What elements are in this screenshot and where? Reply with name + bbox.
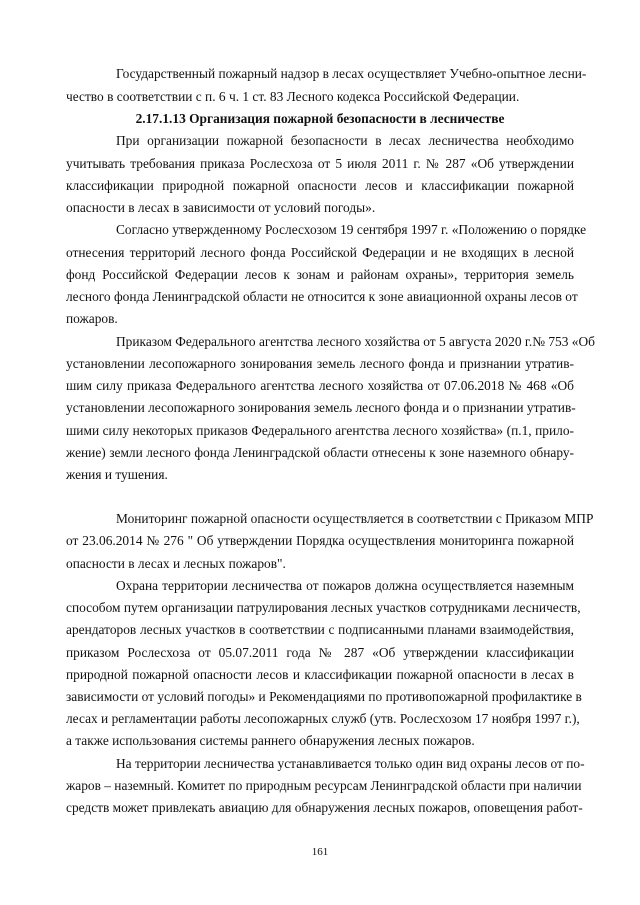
section-heading: 2.17.1.13 Организация пожарной безопасности в лесничестве: [135, 111, 505, 126]
text-line: жаров – наземный. Комитет по природным ресурсам Ленинградской области при наличии: [66, 778, 582, 793]
text-line: средств может привлекать авиацию для обнаружения лесных пожаров, оповещения работ-: [66, 800, 583, 815]
text-line: установлении лесопожарного зонирования земель лесного фонда и о признании утратив-: [66, 400, 576, 415]
page-number: 161: [311, 846, 329, 858]
text-line: от 23.06.2014 № 276 " Об утверждении Порядка осуществления мониторинга пожарной: [66, 533, 574, 548]
text-line: способом путем организации патрулирования лесных участков сотрудниками лесничеств,: [66, 600, 581, 615]
text-line: природной пожарной опасности лесов и классификации пожарной опасности в лесах в: [66, 667, 574, 682]
text-line: отнесения территорий лесного фонда Российской Федерации и не входящих в лесной: [66, 245, 574, 260]
text-line: приказом Рослесхоза от 05.07.2011 года № 287 «Об утверждении классификации: [66, 645, 574, 660]
paragraph-line: Государственный пожарный надзор в лесах осуществляет Учебно-опытное лесни-: [116, 66, 587, 81]
text-line: Мониторинг пожарной опасности осуществляется в соответствии с Приказом МПР: [116, 511, 594, 526]
text-line: классификации природной пожарной опасности лесов и классификации пожарной: [66, 178, 574, 193]
text-line: зависимости от условий погоды» и Рекомендациями по противопожарной профилактике в: [66, 689, 582, 704]
text-line: установлении лесопожарного зонирования земель лесного фонда и признании утратив-: [66, 356, 574, 371]
text-line: чество в соответствии с п. 6 ч. 1 ст. 83 Лесного кодекса Российской Федерации.: [66, 89, 520, 104]
text-line: Согласно утвержденному Рослесхозом 19 сентября 1997 г. «Положению о порядке: [116, 222, 587, 237]
text-line: При организации пожарной безопасности в лесах лесничества необходимо: [116, 133, 574, 148]
text-line: На территории лесничества устанавливается только один вид охраны лесов от по-: [116, 756, 585, 771]
text-line: пожаров.: [66, 311, 118, 326]
text-line: Приказом Федерального агентства лесного хозяйства от 5 августа 2020 г.№ 753 «Об: [116, 334, 595, 349]
text-line: опасности в лесах в зависимости от условий погоды».: [66, 200, 376, 215]
text-line: Охрана территории лесничества от пожаров должна осуществляется наземным: [116, 578, 574, 593]
text-line: фонд Российской Федерации лесов к зонам и районам охраны», территория земель: [66, 267, 574, 282]
text-line: учитывать требования приказа Рослесхоза от 5 июля 2011 г. № 287 «Об утверждении: [66, 156, 574, 171]
text-line: жения и тушения.: [66, 467, 168, 482]
text-line: лесах и регламентации работы лесопожарных служб (утв. Рослесхозом 17 ноября 1997 г.),: [66, 711, 580, 726]
text-line: жение) земли лесного фонда Ленинградской области отнесены к зоне наземного обнару-: [66, 445, 574, 460]
text-line: шим силу приказа Федерального агентства лесного хозяйства от 07.06.2018 № 468 «Об: [66, 378, 574, 393]
text-line: а также использования системы раннего обнаружения лесных пожаров.: [66, 733, 475, 748]
text-line: лесного фонда Ленинградской области не относится к зоне авиационной охраны лесов от: [66, 289, 578, 304]
text-line: арендаторов лесных участков в соответствии с подписанными планами взаимодействия,: [66, 622, 574, 637]
text-line: опасности в лесах и лесных пожаров".: [66, 556, 286, 571]
text-line: шими силу некоторых приказов Федерального агентства лесного хозяйства» (п.1, прило-: [66, 423, 574, 438]
